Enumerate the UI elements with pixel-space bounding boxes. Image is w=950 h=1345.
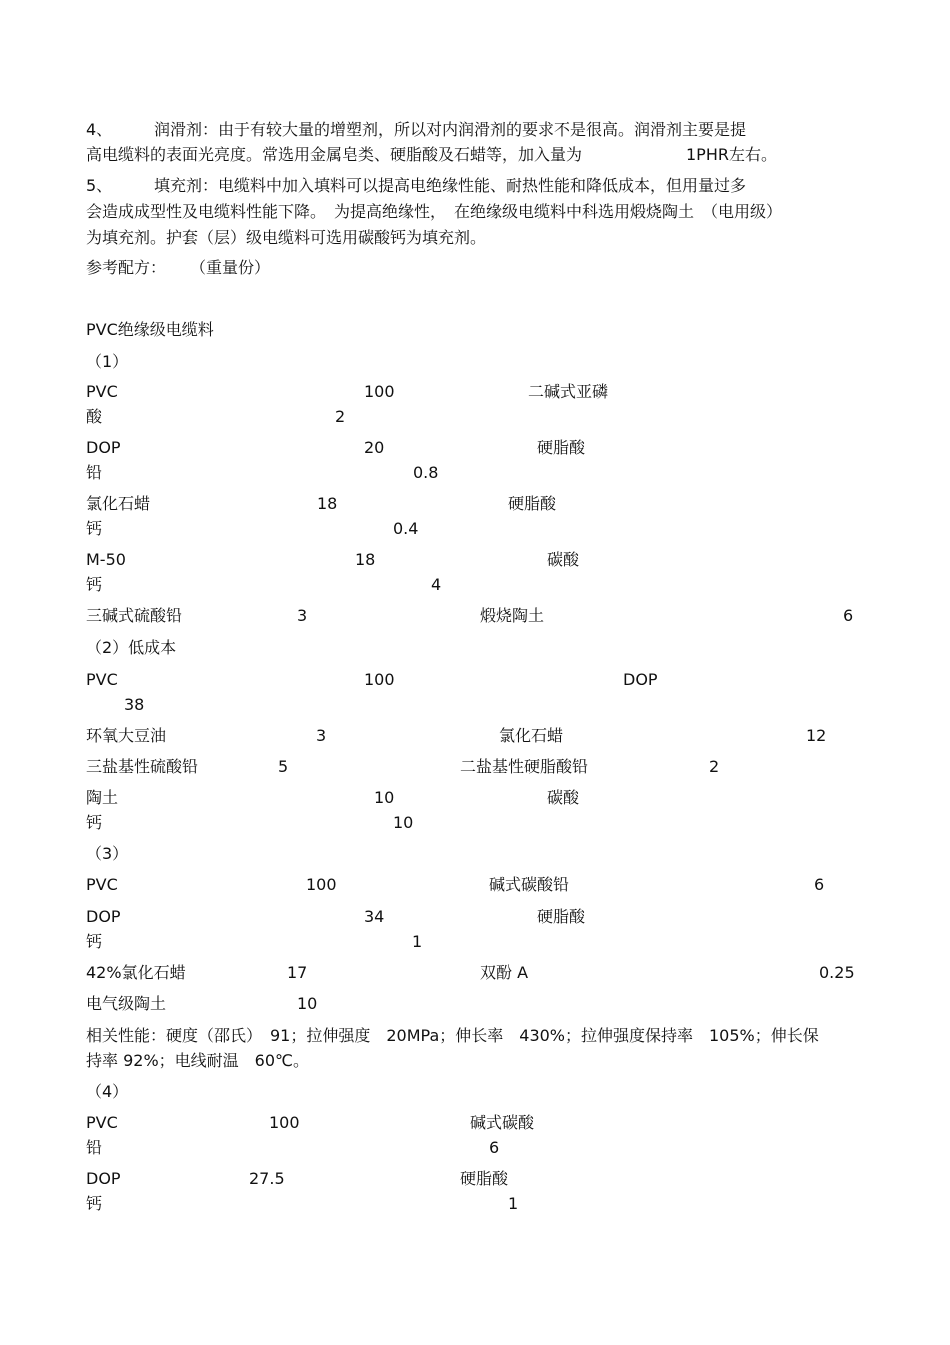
f1-r1-name2: 二碱式亚磷 [528,382,609,401]
formula1-label: （1） [86,352,129,371]
f2-r1-value2: 38 [124,695,145,714]
f2-r1-name2: DOP [623,670,658,689]
f3-performance-line2: 持率 92%；电线耐温 60℃。 [86,1051,309,1070]
f3-r3-name2: 双酚 A [480,963,529,982]
f3-r1-name: PVC [86,875,118,894]
f4-r2-name2: 硬脂酸 [460,1169,509,1188]
f1-r4-name: M-50 [86,550,126,569]
f2-r2-name: 环氧大豆油 [86,726,167,745]
f2-r3-value: 5 [278,757,289,776]
f1-r4-value2: 4 [431,575,442,594]
f3-r2-name2-cont: 钙 [86,932,103,951]
f3-r3-value2: 0.25 [819,963,855,982]
f2-r1-name: PVC [86,670,118,689]
f1-r2-name: DOP [86,438,121,457]
f1-r1-value2: 2 [335,407,346,426]
f3-r2-value: 34 [364,907,385,926]
f4-r2-name: DOP [86,1169,121,1188]
f1-r5-name: 三碱式硫酸铅 [86,606,183,625]
f3-r2-name: DOP [86,907,121,926]
f2-r3-value2: 2 [709,757,720,776]
f2-r3-name2: 二盐基性硬脂酸铅 [460,757,589,776]
f2-r2-name2: 氯化石蜡 [499,726,564,745]
f3-r2-value2: 1 [412,932,423,951]
f3-r3-value: 17 [287,963,308,982]
para4-line2-amount: 1PHR左右。 [686,145,777,164]
formula2-label: （2）低成本 [86,638,177,657]
f1-r5-value2: 6 [843,606,854,625]
f1-r5-value: 3 [297,606,308,625]
f4-r2-value: 27.5 [249,1169,285,1188]
f3-r4-name: 电气级陶土 [86,994,167,1013]
f4-r2-name2-cont: 钙 [86,1194,103,1213]
f1-r4-value: 18 [355,550,376,569]
f1-r2-value2: 0.8 [413,463,439,482]
para4-number: 4、 [86,120,113,139]
f4-r1-name2: 碱式碳酸 [470,1113,535,1132]
f1-r3-value2: 0.4 [393,519,419,538]
section-title: PVC绝缘级电缆料 [86,320,214,339]
f2-r4-name: 陶土 [86,788,119,807]
f3-performance-line1: 相关性能：硬度（邵氏） 91；拉伸强度 20MPa；伸长率 430%；拉伸强度保持率 105%；伸长保 [86,1026,819,1045]
f1-r2-name2: 硬脂酸 [537,438,586,457]
para5-line2: 会造成成型性及电缆料性能下降。 为提高绝缘性， 在绝缘级电缆料中科选用煅烧陶土 （电用级） [86,202,783,221]
f1-r5-name2: 煅烧陶土 [480,606,545,625]
f3-r4-value: 10 [297,994,318,1013]
f3-r2-name2: 硬脂酸 [537,907,586,926]
f4-r1-value: 100 [269,1113,300,1132]
f3-r1-name2: 碱式碳酸铅 [489,875,570,894]
f1-r1-name: PVC [86,382,118,401]
f2-r2-value2: 12 [806,726,827,745]
f1-r3-value: 18 [317,494,338,513]
f2-r4-value2: 10 [393,813,414,832]
f1-r3-name2: 硬脂酸 [508,494,557,513]
f3-r1-value2: 6 [814,875,825,894]
formula3-label: （3） [86,844,129,863]
para5-line1: 填充剂：电缆料中加入填料可以提高电绝缘性能、耐热性能和降低成本，但用量过多 [154,176,747,195]
f2-r1-value: 100 [364,670,395,689]
formula4-label: （4） [86,1082,129,1101]
para5-line3: 为填充剂。护套（层）级电缆料可选用碳酸钙为填充剂。 [86,228,487,247]
f4-r1-name: PVC [86,1113,118,1132]
f4-r2-value2: 1 [508,1194,519,1213]
f1-r3-name: 氯化石蜡 [86,494,151,513]
f2-r3-name: 三盐基性硫酸铅 [86,757,199,776]
para4-line2: 高电缆料的表面光亮度。常选用金属皂类、硬脂酸及石蜡等，加入量为 [86,145,583,164]
f2-r4-name2: 碳酸 [547,788,580,807]
f3-r1-value: 100 [306,875,337,894]
f1-r4-name2-cont: 钙 [86,575,103,594]
f1-r1-name2-cont: 酸 [86,407,103,426]
para5-number: 5、 [86,176,113,195]
para4-line1: 润滑剂：由于有较大量的增塑剂，所以对内润滑剂的要求不是很高。润滑剂主要是提 [154,120,747,139]
f4-r1-value2: 6 [489,1138,500,1157]
f2-r4-value: 10 [374,788,395,807]
f2-r2-value: 3 [316,726,327,745]
f2-r4-name2-cont: 钙 [86,813,103,832]
reference-unit: （重量份） [190,258,271,277]
f1-r4-name2: 碳酸 [547,550,580,569]
reference-label: 参考配方： [86,258,167,277]
f4-r1-name2-cont: 铅 [86,1138,103,1157]
f1-r2-value: 20 [364,438,385,457]
f3-r3-name: 42%氯化石蜡 [86,963,186,982]
f1-r3-name2-cont: 钙 [86,519,103,538]
f1-r1-value: 100 [364,382,395,401]
f1-r2-name2-cont: 铅 [86,463,103,482]
